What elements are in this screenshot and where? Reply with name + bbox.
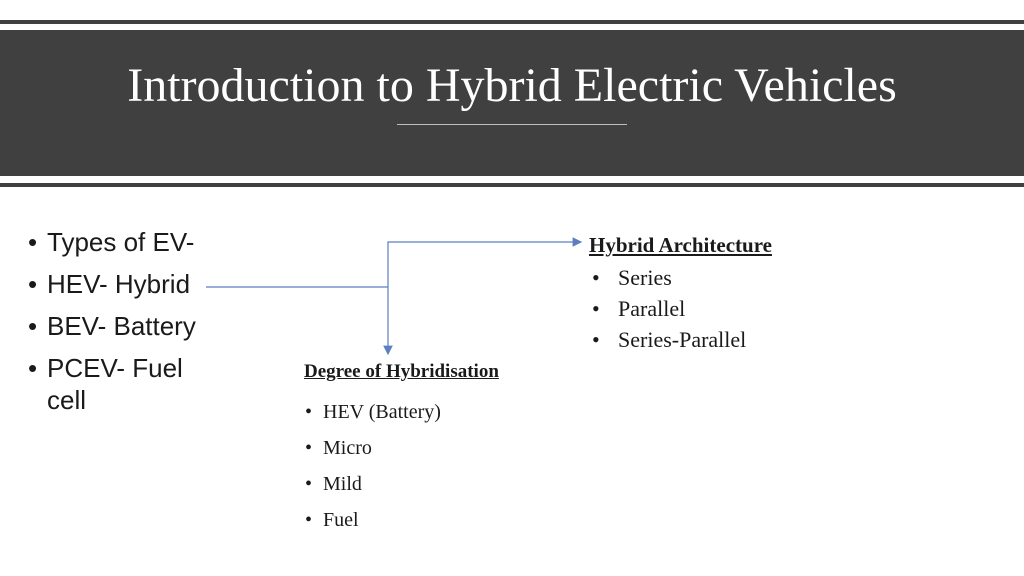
hybridisation-item: • HEV (Battery) (304, 394, 441, 430)
ev-type-item: • Types of EV- (28, 226, 217, 258)
ev-type-item: • BEV- Battery (28, 310, 217, 342)
hybridisation-item: • Fuel (304, 502, 441, 538)
connector-to-architecture-arrow (388, 242, 581, 287)
hybridisation-item: • Mild (304, 466, 441, 502)
ev-type-item: • PCEV- Fuel cell (28, 352, 217, 416)
slide-title: Introduction to Hybrid Electric Vehicles (127, 59, 897, 112)
architecture-item: • Parallel (589, 293, 746, 324)
hybrid-architecture-heading: Hybrid Architecture (589, 233, 772, 257)
architecture-item: • Series-Parallel (589, 324, 746, 355)
architecture-item: • Series (589, 262, 746, 293)
degree-of-hybridisation-list (304, 394, 441, 538)
degree-of-hybridisation-heading: Degree of Hybridisation (304, 361, 499, 382)
ev-type-item: • HEV- Hybrid (28, 268, 217, 300)
hybrid-architecture-list (589, 262, 746, 355)
hybridisation-item: • Micro (304, 430, 441, 466)
